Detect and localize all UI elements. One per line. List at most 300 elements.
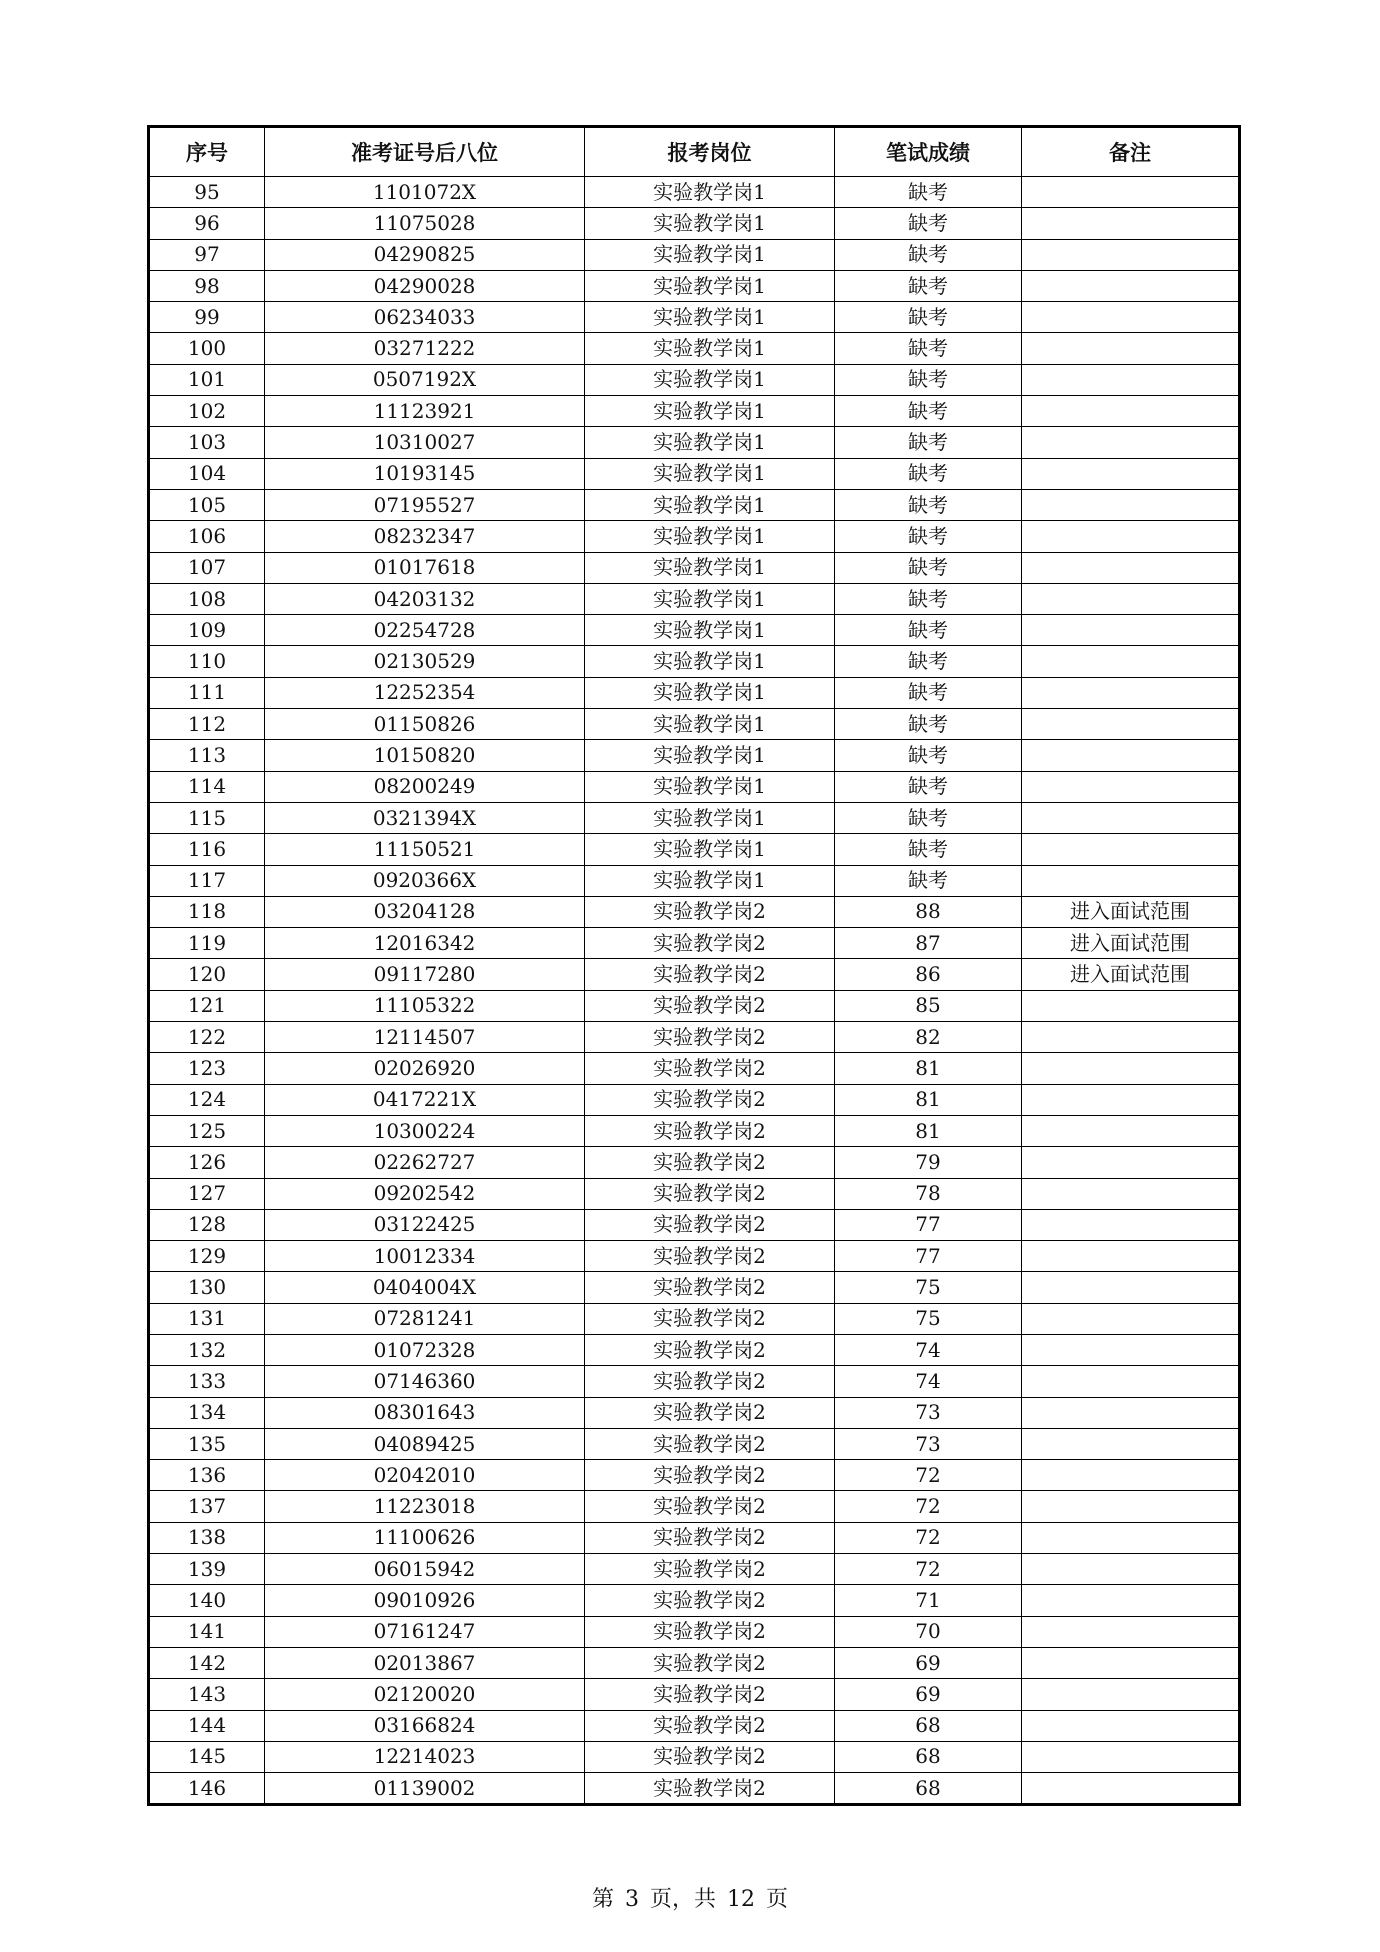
position-cell: 实验教学岗2 — [585, 1647, 835, 1678]
seq-cell: 144 — [149, 1710, 265, 1741]
seq-cell: 100 — [149, 333, 265, 364]
remark-cell — [1022, 677, 1240, 708]
position-cell: 实验教学岗2 — [585, 1147, 835, 1178]
score-cell: 69 — [835, 1679, 1022, 1710]
seq-cell: 120 — [149, 959, 265, 990]
score-cell: 缺考 — [835, 552, 1022, 583]
ticket-number-cell: 04290028 — [265, 270, 585, 301]
score-cell: 72 — [835, 1554, 1022, 1585]
ticket-number-cell: 12016342 — [265, 928, 585, 959]
ticket-number-cell: 0920366X — [265, 865, 585, 896]
score-cell: 缺考 — [835, 396, 1022, 427]
table-row — [149, 615, 1240, 646]
score-cell: 缺考 — [835, 427, 1022, 458]
position-cell: 实验教学岗2 — [585, 1241, 835, 1272]
seq-cell: 130 — [149, 1272, 265, 1303]
score-cell: 缺考 — [835, 270, 1022, 301]
ticket-number-cell: 06234033 — [265, 302, 585, 333]
remark-cell — [1022, 396, 1240, 427]
position-cell: 实验教学岗1 — [585, 270, 835, 301]
seq-cell: 113 — [149, 740, 265, 771]
ticket-number-cell: 11150521 — [265, 834, 585, 865]
ticket-number-cell: 08232347 — [265, 521, 585, 552]
table-row — [149, 1084, 1240, 1115]
position-cell: 实验教学岗2 — [585, 928, 835, 959]
seq-cell: 139 — [149, 1554, 265, 1585]
seq-cell: 129 — [149, 1241, 265, 1272]
header-position: 报考岗位 — [585, 127, 835, 177]
score-cell: 缺考 — [835, 521, 1022, 552]
table-row — [149, 990, 1240, 1021]
remark-cell — [1022, 1334, 1240, 1365]
seq-cell: 108 — [149, 583, 265, 614]
table-row — [149, 1053, 1240, 1084]
table-row — [149, 1334, 1240, 1365]
ticket-number-cell: 01017618 — [265, 552, 585, 583]
score-cell: 81 — [835, 1084, 1022, 1115]
remark-cell — [1022, 1616, 1240, 1647]
position-cell: 实验教学岗2 — [585, 1022, 835, 1053]
seq-cell: 140 — [149, 1585, 265, 1616]
ticket-number-cell: 03122425 — [265, 1209, 585, 1240]
ticket-number-cell: 0507192X — [265, 364, 585, 395]
table-row — [149, 521, 1240, 552]
seq-cell: 117 — [149, 865, 265, 896]
score-cell: 78 — [835, 1178, 1022, 1209]
seq-cell: 134 — [149, 1397, 265, 1428]
score-cell: 缺考 — [835, 208, 1022, 239]
score-cell: 81 — [835, 1053, 1022, 1084]
remark-cell — [1022, 583, 1240, 614]
seq-cell: 102 — [149, 396, 265, 427]
table-row — [149, 1585, 1240, 1616]
ticket-number-cell: 0404004X — [265, 1272, 585, 1303]
remark-cell — [1022, 1397, 1240, 1428]
header-score: 笔试成绩 — [835, 127, 1022, 177]
table-row — [149, 396, 1240, 427]
position-cell: 实验教学岗1 — [585, 802, 835, 833]
table-row — [149, 1303, 1240, 1334]
position-cell: 实验教学岗2 — [585, 1428, 835, 1459]
ticket-number-cell: 0417221X — [265, 1084, 585, 1115]
ticket-number-cell: 12214023 — [265, 1741, 585, 1772]
table-row — [149, 239, 1240, 270]
table-row — [149, 427, 1240, 458]
table-row — [149, 959, 1240, 990]
ticket-number-cell: 10310027 — [265, 427, 585, 458]
seq-cell: 141 — [149, 1616, 265, 1647]
position-cell: 实验教学岗1 — [585, 333, 835, 364]
ticket-number-cell: 06015942 — [265, 1554, 585, 1585]
position-cell: 实验教学岗2 — [585, 1773, 835, 1805]
score-cell: 68 — [835, 1710, 1022, 1741]
score-cell: 74 — [835, 1366, 1022, 1397]
score-cell: 缺考 — [835, 177, 1022, 208]
remark-cell — [1022, 1741, 1240, 1772]
position-cell: 实验教学岗2 — [585, 1334, 835, 1365]
position-cell: 实验教学岗2 — [585, 1460, 835, 1491]
header-seq: 序号 — [149, 127, 265, 177]
table-row — [149, 1491, 1240, 1522]
ticket-number-cell: 07146360 — [265, 1366, 585, 1397]
remark-cell: 进入面试范围 — [1022, 896, 1240, 927]
ticket-number-cell: 10300224 — [265, 1115, 585, 1146]
score-cell: 缺考 — [835, 302, 1022, 333]
seq-cell: 105 — [149, 489, 265, 520]
seq-cell: 128 — [149, 1209, 265, 1240]
seq-cell: 114 — [149, 771, 265, 802]
page-footer: 第 3 页，共 12 页 — [592, 1887, 788, 1912]
score-cell: 82 — [835, 1022, 1022, 1053]
seq-cell: 109 — [149, 615, 265, 646]
seq-cell: 146 — [149, 1773, 265, 1805]
table-row — [149, 1241, 1240, 1272]
remark-cell — [1022, 1115, 1240, 1146]
remark-cell — [1022, 1647, 1240, 1678]
table-row — [149, 1022, 1240, 1053]
position-cell: 实验教学岗2 — [585, 1115, 835, 1146]
score-cell: 74 — [835, 1334, 1022, 1365]
table-row — [149, 1522, 1240, 1553]
table-row — [149, 552, 1240, 583]
ticket-number-cell: 02254728 — [265, 615, 585, 646]
score-cell: 缺考 — [835, 802, 1022, 833]
score-cell: 缺考 — [835, 834, 1022, 865]
seq-cell: 106 — [149, 521, 265, 552]
seq-cell: 138 — [149, 1522, 265, 1553]
remark-cell — [1022, 1554, 1240, 1585]
table-row — [149, 1616, 1240, 1647]
table-row — [149, 740, 1240, 771]
ticket-number-cell: 03271222 — [265, 333, 585, 364]
seq-cell: 131 — [149, 1303, 265, 1334]
ticket-number-cell: 02013867 — [265, 1647, 585, 1678]
ticket-number-cell: 07281241 — [265, 1303, 585, 1334]
position-cell: 实验教学岗1 — [585, 396, 835, 427]
seq-cell: 115 — [149, 802, 265, 833]
ticket-number-cell: 12252354 — [265, 677, 585, 708]
ticket-number-cell: 11223018 — [265, 1491, 585, 1522]
ticket-number-cell: 08301643 — [265, 1397, 585, 1428]
score-cell: 75 — [835, 1272, 1022, 1303]
position-cell: 实验教学岗2 — [585, 1710, 835, 1741]
position-cell: 实验教学岗2 — [585, 1616, 835, 1647]
remark-cell — [1022, 1585, 1240, 1616]
score-cell: 73 — [835, 1428, 1022, 1459]
remark-cell — [1022, 865, 1240, 896]
score-cell: 缺考 — [835, 771, 1022, 802]
table-row — [149, 1460, 1240, 1491]
remark-cell — [1022, 740, 1240, 771]
remark-cell — [1022, 1428, 1240, 1459]
table-row — [149, 677, 1240, 708]
ticket-number-cell: 11105322 — [265, 990, 585, 1021]
score-cell: 缺考 — [835, 740, 1022, 771]
ticket-number-cell: 12114507 — [265, 1022, 585, 1053]
remark-cell — [1022, 615, 1240, 646]
ticket-number-cell: 02262727 — [265, 1147, 585, 1178]
table-row — [149, 709, 1240, 740]
table-row — [149, 1397, 1240, 1428]
remark-cell — [1022, 208, 1240, 239]
ticket-number-cell: 10193145 — [265, 458, 585, 489]
remark-cell — [1022, 990, 1240, 1021]
table-row — [149, 208, 1240, 239]
seq-cell: 112 — [149, 709, 265, 740]
ticket-number-cell: 02042010 — [265, 1460, 585, 1491]
score-cell: 缺考 — [835, 646, 1022, 677]
score-cell: 缺考 — [835, 364, 1022, 395]
position-cell: 实验教学岗2 — [585, 1491, 835, 1522]
table-row — [149, 302, 1240, 333]
position-cell: 实验教学岗2 — [585, 1178, 835, 1209]
table-row — [149, 1209, 1240, 1240]
header-ticket-number: 准考证号后八位 — [265, 127, 585, 177]
seq-cell: 135 — [149, 1428, 265, 1459]
table-row — [149, 646, 1240, 677]
remark-cell — [1022, 177, 1240, 208]
seq-cell: 132 — [149, 1334, 265, 1365]
ticket-number-cell: 04203132 — [265, 583, 585, 614]
position-cell: 实验教学岗2 — [585, 1303, 835, 1334]
remark-cell — [1022, 521, 1240, 552]
position-cell: 实验教学岗1 — [585, 677, 835, 708]
remark-cell — [1022, 1022, 1240, 1053]
score-cell: 缺考 — [835, 865, 1022, 896]
remark-cell — [1022, 427, 1240, 458]
remark-cell — [1022, 489, 1240, 520]
score-cell: 87 — [835, 928, 1022, 959]
score-cell: 72 — [835, 1522, 1022, 1553]
seq-cell: 137 — [149, 1491, 265, 1522]
header-row — [149, 127, 1240, 177]
table-row — [149, 834, 1240, 865]
position-cell: 实验教学岗1 — [585, 740, 835, 771]
table-row — [149, 270, 1240, 301]
score-cell: 71 — [835, 1585, 1022, 1616]
table-row — [149, 1115, 1240, 1146]
score-cell: 81 — [835, 1115, 1022, 1146]
position-cell: 实验教学岗2 — [585, 1585, 835, 1616]
position-cell: 实验教学岗2 — [585, 1679, 835, 1710]
position-cell: 实验教学岗2 — [585, 1366, 835, 1397]
ticket-number-cell: 09010926 — [265, 1585, 585, 1616]
table-row — [149, 1147, 1240, 1178]
remark-cell — [1022, 364, 1240, 395]
table-row — [149, 771, 1240, 802]
seq-cell: 118 — [149, 896, 265, 927]
position-cell: 实验教学岗1 — [585, 427, 835, 458]
position-cell: 实验教学岗1 — [585, 521, 835, 552]
seq-cell: 103 — [149, 427, 265, 458]
ticket-number-cell: 02120020 — [265, 1679, 585, 1710]
score-cell: 72 — [835, 1460, 1022, 1491]
position-cell: 实验教学岗2 — [585, 1522, 835, 1553]
position-cell: 实验教学岗2 — [585, 1209, 835, 1240]
ticket-number-cell: 11075028 — [265, 208, 585, 239]
position-cell: 实验教学岗1 — [585, 709, 835, 740]
position-cell: 实验教学岗2 — [585, 1053, 835, 1084]
score-cell: 72 — [835, 1491, 1022, 1522]
score-cell: 缺考 — [835, 239, 1022, 270]
remark-cell: 进入面试范围 — [1022, 959, 1240, 990]
seq-cell: 125 — [149, 1115, 265, 1146]
remark-cell — [1022, 709, 1240, 740]
header-remark: 备注 — [1022, 127, 1240, 177]
table-row — [149, 1679, 1240, 1710]
seq-cell: 119 — [149, 928, 265, 959]
remark-cell — [1022, 1053, 1240, 1084]
position-cell: 实验教学岗2 — [585, 990, 835, 1021]
score-cell: 69 — [835, 1647, 1022, 1678]
score-cell: 75 — [835, 1303, 1022, 1334]
score-cell: 缺考 — [835, 583, 1022, 614]
position-cell: 实验教学岗1 — [585, 646, 835, 677]
remark-cell — [1022, 1084, 1240, 1115]
seq-cell: 99 — [149, 302, 265, 333]
table-row — [149, 802, 1240, 833]
position-cell: 实验教学岗1 — [585, 489, 835, 520]
ticket-number-cell: 04290825 — [265, 239, 585, 270]
table-row — [149, 489, 1240, 520]
position-cell: 实验教学岗2 — [585, 959, 835, 990]
seq-cell: 124 — [149, 1084, 265, 1115]
position-cell: 实验教学岗2 — [585, 896, 835, 927]
ticket-number-cell: 03204128 — [265, 896, 585, 927]
ticket-number-cell: 1101072X — [265, 177, 585, 208]
seq-cell: 104 — [149, 458, 265, 489]
remark-cell — [1022, 239, 1240, 270]
ticket-number-cell: 02026920 — [265, 1053, 585, 1084]
position-cell: 实验教学岗1 — [585, 458, 835, 489]
seq-cell: 122 — [149, 1022, 265, 1053]
ticket-number-cell: 07161247 — [265, 1616, 585, 1647]
ticket-number-cell: 08200249 — [265, 771, 585, 802]
ticket-number-cell: 09202542 — [265, 1178, 585, 1209]
score-table — [147, 125, 1241, 1806]
remark-cell — [1022, 302, 1240, 333]
table-row — [149, 928, 1240, 959]
position-cell: 实验教学岗1 — [585, 177, 835, 208]
seq-cell: 96 — [149, 208, 265, 239]
table-row — [149, 896, 1240, 927]
position-cell: 实验教学岗1 — [585, 834, 835, 865]
seq-cell: 110 — [149, 646, 265, 677]
seq-cell: 97 — [149, 239, 265, 270]
ticket-number-cell: 11100626 — [265, 1522, 585, 1553]
score-cell: 86 — [835, 959, 1022, 990]
table-row — [149, 1272, 1240, 1303]
seq-cell: 121 — [149, 990, 265, 1021]
score-cell: 缺考 — [835, 489, 1022, 520]
table-row — [149, 458, 1240, 489]
seq-cell: 127 — [149, 1178, 265, 1209]
seq-cell: 95 — [149, 177, 265, 208]
remark-cell — [1022, 1679, 1240, 1710]
ticket-number-cell: 01150826 — [265, 709, 585, 740]
remark-cell — [1022, 1178, 1240, 1209]
table-row — [149, 1178, 1240, 1209]
ticket-number-cell: 02130529 — [265, 646, 585, 677]
seq-cell: 98 — [149, 270, 265, 301]
remark-cell — [1022, 1460, 1240, 1491]
score-cell: 缺考 — [835, 615, 1022, 646]
ticket-number-cell: 07195527 — [265, 489, 585, 520]
position-cell: 实验教学岗1 — [585, 208, 835, 239]
table-row — [149, 1647, 1240, 1678]
position-cell: 实验教学岗1 — [585, 865, 835, 896]
remark-cell — [1022, 333, 1240, 364]
remark-cell — [1022, 1522, 1240, 1553]
remark-cell — [1022, 834, 1240, 865]
score-cell: 缺考 — [835, 677, 1022, 708]
seq-cell: 123 — [149, 1053, 265, 1084]
table-row — [149, 1428, 1240, 1459]
score-cell: 缺考 — [835, 709, 1022, 740]
ticket-number-cell: 01139002 — [265, 1773, 585, 1805]
table-row — [149, 333, 1240, 364]
ticket-number-cell: 03166824 — [265, 1710, 585, 1741]
remark-cell — [1022, 1773, 1240, 1805]
remark-cell — [1022, 1241, 1240, 1272]
score-cell: 85 — [835, 990, 1022, 1021]
position-cell: 实验教学岗2 — [585, 1554, 835, 1585]
position-cell: 实验教学岗1 — [585, 771, 835, 802]
seq-cell: 136 — [149, 1460, 265, 1491]
score-cell: 88 — [835, 896, 1022, 927]
remark-cell — [1022, 646, 1240, 677]
remark-cell — [1022, 771, 1240, 802]
score-cell: 缺考 — [835, 458, 1022, 489]
remark-cell — [1022, 1303, 1240, 1334]
ticket-number-cell: 10150820 — [265, 740, 585, 771]
remark-cell — [1022, 552, 1240, 583]
score-cell: 77 — [835, 1209, 1022, 1240]
table-row — [149, 1710, 1240, 1741]
position-cell: 实验教学岗2 — [585, 1272, 835, 1303]
remark-cell — [1022, 1209, 1240, 1240]
table-row — [149, 583, 1240, 614]
position-cell: 实验教学岗1 — [585, 583, 835, 614]
seq-cell: 133 — [149, 1366, 265, 1397]
seq-cell: 116 — [149, 834, 265, 865]
remark-cell — [1022, 1272, 1240, 1303]
remark-cell — [1022, 1366, 1240, 1397]
score-cell: 77 — [835, 1241, 1022, 1272]
table-row — [149, 177, 1240, 208]
ticket-number-cell: 09117280 — [265, 959, 585, 990]
ticket-number-cell: 04089425 — [265, 1428, 585, 1459]
seq-cell: 143 — [149, 1679, 265, 1710]
ticket-number-cell: 0321394X — [265, 802, 585, 833]
position-cell: 实验教学岗1 — [585, 615, 835, 646]
remark-cell — [1022, 1147, 1240, 1178]
seq-cell: 145 — [149, 1741, 265, 1772]
score-cell: 70 — [835, 1616, 1022, 1647]
remark-cell: 进入面试范围 — [1022, 928, 1240, 959]
table-row — [149, 1773, 1240, 1805]
score-cell: 73 — [835, 1397, 1022, 1428]
remark-cell — [1022, 1491, 1240, 1522]
ticket-number-cell: 10012334 — [265, 1241, 585, 1272]
remark-cell — [1022, 1710, 1240, 1741]
position-cell: 实验教学岗1 — [585, 552, 835, 583]
seq-cell: 101 — [149, 364, 265, 395]
position-cell: 实验教学岗1 — [585, 364, 835, 395]
ticket-number-cell: 11123921 — [265, 396, 585, 427]
table-row — [149, 1366, 1240, 1397]
position-cell: 实验教学岗2 — [585, 1084, 835, 1115]
